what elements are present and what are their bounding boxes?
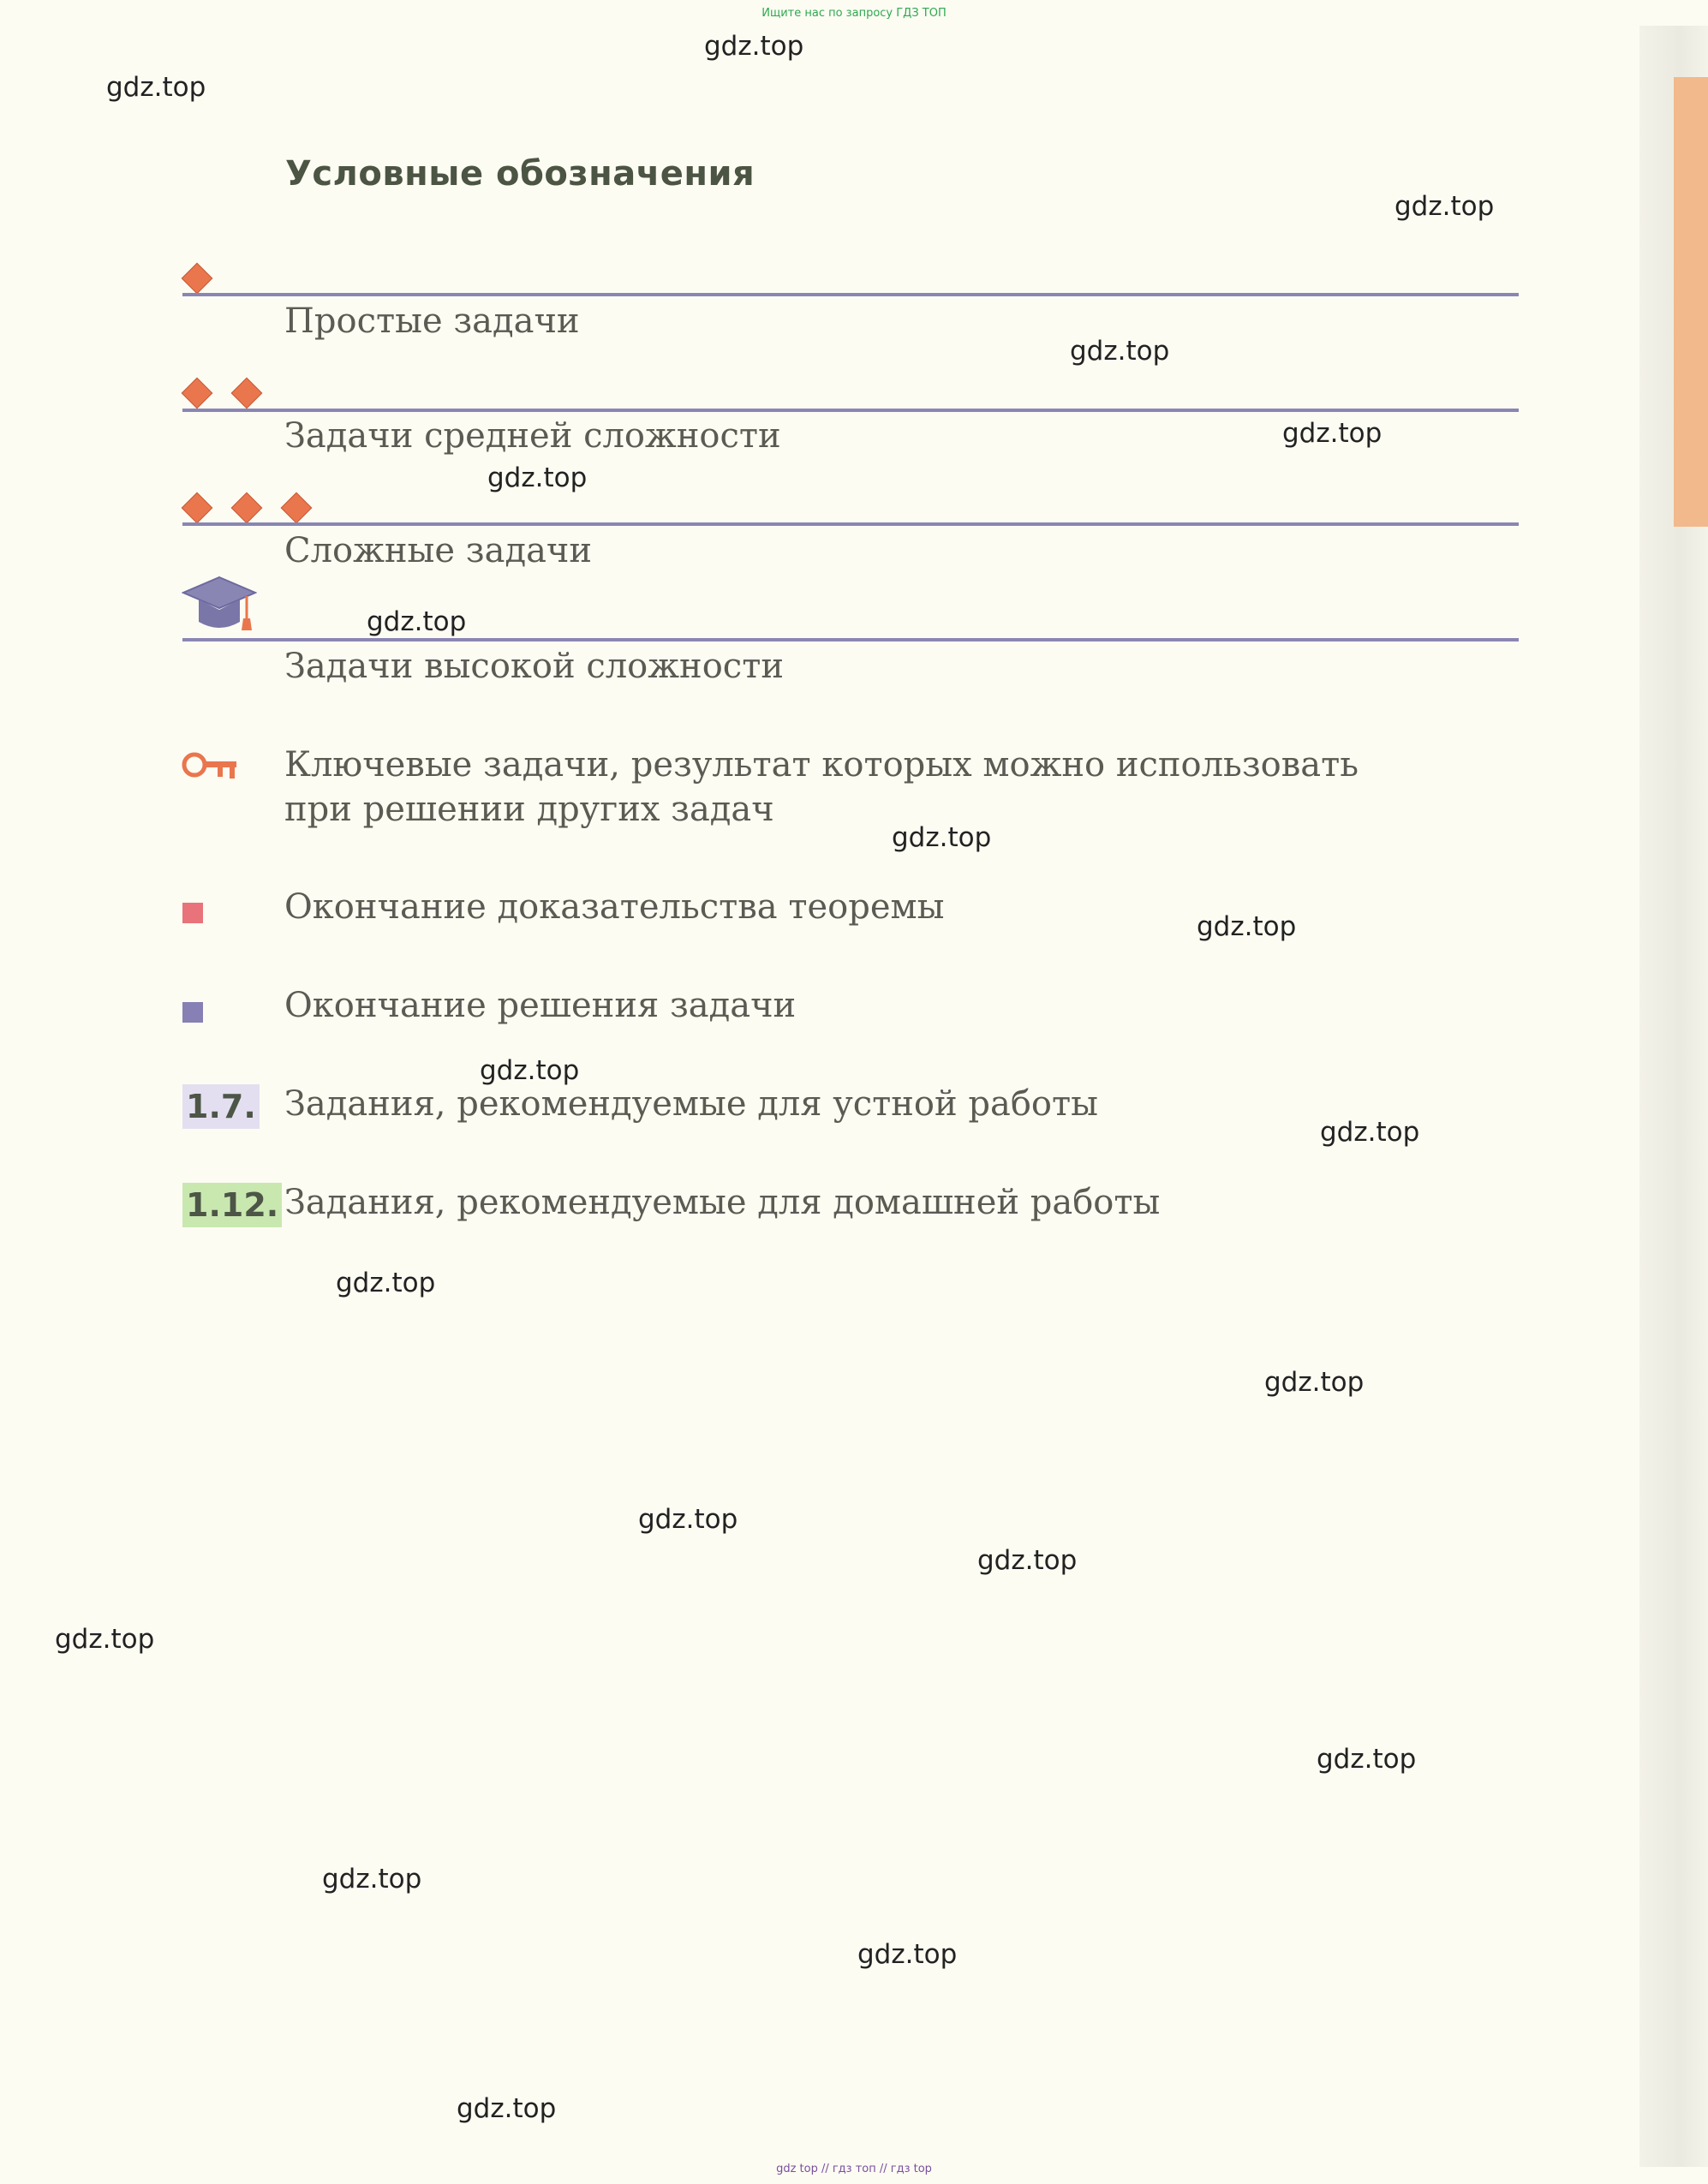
key-icon	[182, 752, 238, 785]
legend-oral: Задания, рекомендуемые для устной работы	[284, 1084, 1098, 1124]
divider	[182, 293, 1519, 296]
diamond-icon	[281, 492, 313, 524]
legend-key-line2: при решении других задач	[284, 790, 774, 829]
watermark: gdz.top	[1197, 911, 1297, 942]
watermark: gdz.top	[457, 2093, 557, 2124]
watermark: gdz.top	[977, 1545, 1078, 1576]
diamond-icon	[182, 378, 213, 409]
diamond-icon	[182, 263, 213, 295]
watermark: gdz.top	[1264, 1367, 1365, 1398]
watermark: gdz.top	[480, 1055, 580, 1086]
legend-home: Задания, рекомендуемые для домашней работы	[284, 1183, 1161, 1222]
oral-number-badge: 1.7.	[182, 1084, 260, 1129]
legend-medium: Задачи средней сложности	[284, 416, 781, 456]
watermark: gdz.top	[704, 31, 804, 62]
divider	[182, 638, 1519, 641]
watermark: gdz.top	[1070, 336, 1170, 367]
watermark: gdz.top	[1320, 1117, 1420, 1148]
page-tab	[1674, 77, 1708, 527]
legend-hard: Сложные задачи	[284, 531, 593, 570]
theorem-end-square-icon	[182, 903, 203, 923]
page-title: Условные обозначения	[285, 154, 755, 194]
watermark: gdz.top	[55, 1624, 155, 1655]
legend-high: Задачи высокой сложности	[284, 647, 784, 686]
home-number-badge: 1.12.	[182, 1183, 282, 1227]
watermark: gdz.top	[1317, 1744, 1417, 1775]
watermark: gdz.top	[638, 1504, 738, 1535]
watermark: gdz.top	[367, 606, 467, 637]
divider	[182, 522, 1519, 526]
diamond-icon	[231, 492, 263, 524]
bottom-banner: gdz top // гдз топ // гдз top	[776, 2163, 932, 2175]
legend-theorem-end: Окончание доказательства теоремы	[284, 887, 945, 927]
legend-simple: Простые задачи	[284, 301, 580, 341]
diamond-icon	[182, 492, 213, 524]
legend-key-line1: Ключевые задачи, результат которых можно использовать	[284, 745, 1359, 785]
watermark: gdz.top	[336, 1268, 436, 1298]
watermark: gdz.top	[1282, 418, 1383, 449]
solution-end-square-icon	[182, 1002, 203, 1023]
divider	[182, 409, 1519, 412]
watermark: gdz.top	[487, 462, 588, 493]
watermark: gdz.top	[322, 1864, 422, 1895]
watermark: gdz.top	[1394, 191, 1495, 222]
diamond-icon	[231, 378, 263, 409]
graduation-cap-icon	[182, 574, 257, 636]
watermark: gdz.top	[892, 822, 992, 853]
watermark: gdz.top	[857, 1939, 958, 1970]
watermark: gdz.top	[106, 72, 206, 103]
top-banner: Ищите нас по запросу ГДЗ ТОП	[761, 7, 947, 20]
legend-solution-end: Окончание решения задачи	[284, 986, 797, 1025]
